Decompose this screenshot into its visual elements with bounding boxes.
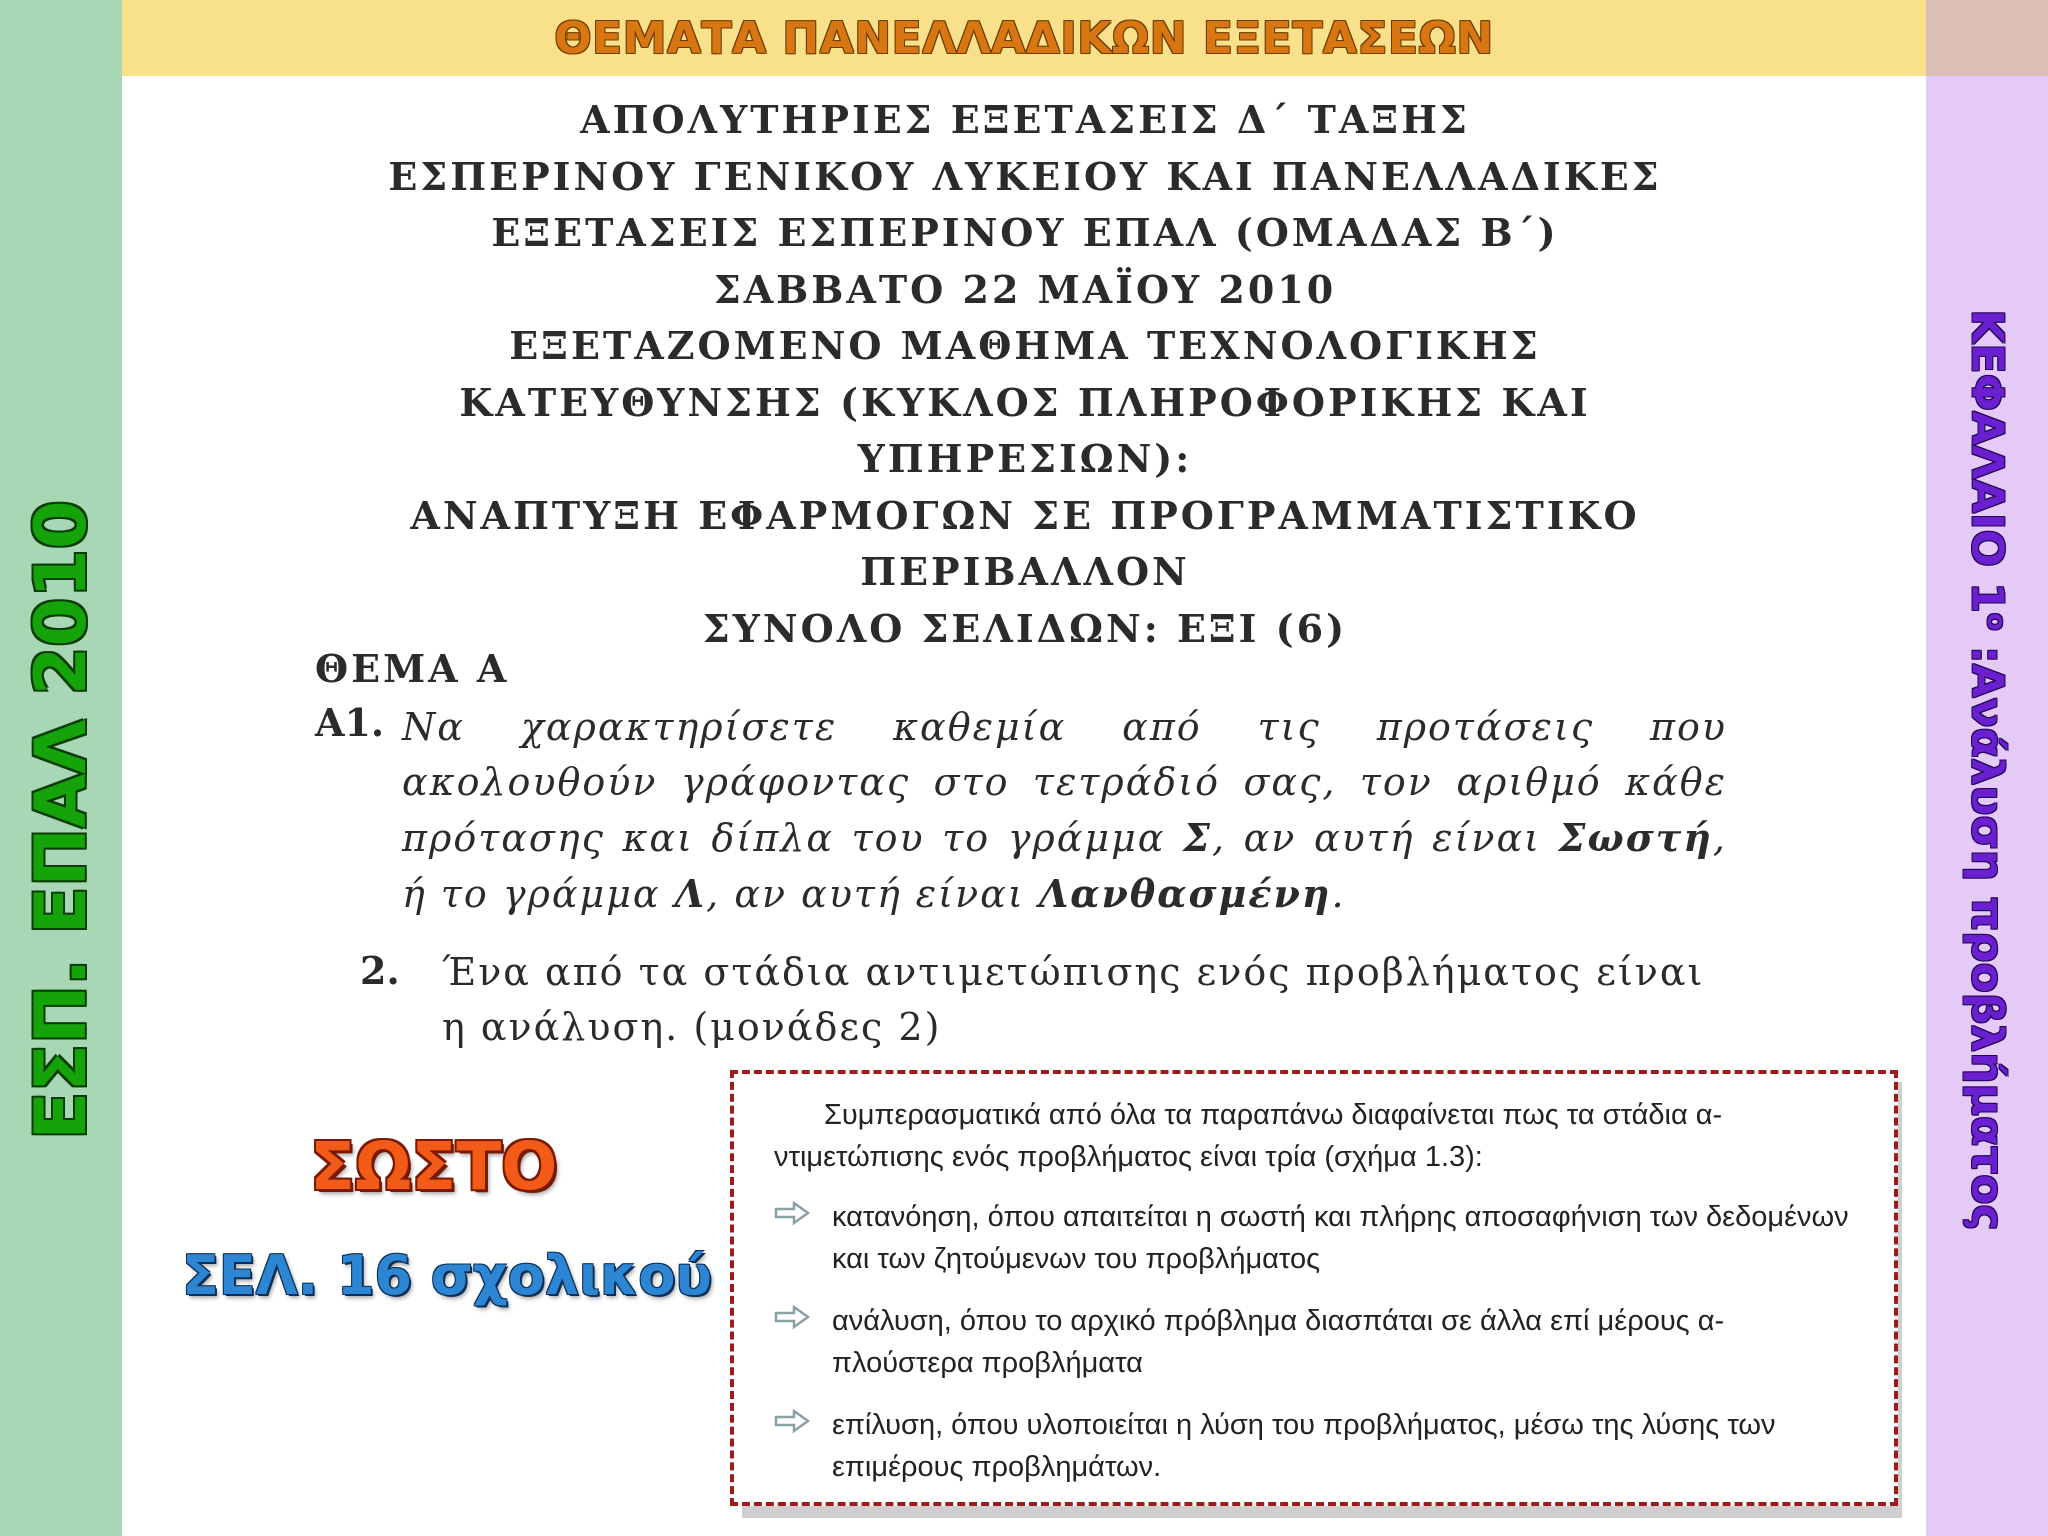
arrow-right-icon	[774, 1200, 810, 1226]
arrow-right-icon	[774, 1408, 810, 1434]
a1-sigma: Σ	[1183, 815, 1212, 860]
section-heading: ΘΕΜΑ Α	[315, 646, 510, 691]
a1-text-part: , αν αυτή είναι	[706, 872, 1039, 916]
a1-text-part: .	[1331, 872, 1346, 916]
top-left-corner	[0, 0, 122, 76]
list-item-text: ανάλυση, όπου το αρχικό πρόβλημα διασπάται σε άλλα επί μέρους α-πλούστερα προβλήματα	[832, 1305, 1725, 1379]
a1-correct-word: Σωστή	[1558, 815, 1713, 860]
arrow-right-icon	[774, 1304, 810, 1330]
question-2-text: Ένα από τα στάδια αντιμετώπισης ενός προβλήματος είναι η ανάλυση. (μονάδες 2)	[442, 950, 1705, 1049]
excerpt-intro: Συμπερασματικά από όλα τα παραπάνω διαφαίνεται πως τα στάδια α-ντιμετώπισης ενός προβλήματος είναι τρία (σχήμα 1.3):	[774, 1099, 1723, 1173]
banner-title: ΘΕΜΑΤΑ ΠΑΝΕΛΛΑΔΙΚΩΝ ΕΞΕΤΑΣΕΩΝ	[554, 12, 1494, 64]
exam-header-line: ΕΞΕΤΑΣΕΙΣ ΕΣΠΕΡΙΝΟΥ ΕΠΑΛ (ΟΜΑΔΑΣ Β΄)	[491, 210, 1559, 255]
a1-text-part: Να χαρακτηρίσετε καθεμία από τις προτάσεις που ακολουθούν γράφοντας στο τετράδιό σας, τον αριθμό κάθε πρότασης και δίπλα του το γράμμα	[402, 705, 1727, 860]
exam-header	[300, 92, 1750, 657]
exam-header-line: ΑΠΟΛΥΤΗΡΙΕΣ ΕΞΕΤΑΣΕΙΣ Δ΄ ΤΑΞΗΣ	[580, 97, 1470, 142]
exam-header-line: ΣΥΝΟΛΟ ΣΕΛΙΔΩΝ: ΕΞΙ (6)	[702, 605, 1348, 651]
a1-lambda: Λ	[674, 871, 707, 916]
a1-wrong-word: Λανθασμένη	[1038, 871, 1332, 916]
question-2-number: 2.	[360, 948, 400, 993]
exam-header-line: ΕΞΕΤΑΖΟΜΕΝΟ ΜΑΘΗΜΑ ΤΕΧΝΟΛΟΓΙΚΗΣ	[509, 323, 1541, 368]
exam-header-line: ΥΠΗΡΕΣΙΩΝ):	[857, 436, 1193, 481]
left-sidebar-label: ΕΣΠ. ΕΠΑΛ 2010	[20, 500, 102, 1140]
textbook-page-reference: ΣΕΛ. 16 σχολικού	[182, 1244, 712, 1307]
textbook-excerpt	[730, 1070, 1898, 1506]
exam-header-line: ΣΑΒΒΑΤΟ 22 ΜΑΪΟΥ 2010	[713, 266, 1337, 312]
top-right-corner	[1926, 0, 2048, 76]
list-item-text: επίλυση, όπου υλοποιείται η λύση του προβλήματος, μέσω της λύσης των επιμέρους προβλημάτων.	[832, 1409, 1776, 1483]
chapter-prefix: ΚΕΦΑΛΑΙΟ 1	[1961, 309, 2013, 613]
answer-label: ΣΩΣΤΟ	[310, 1128, 558, 1205]
exam-header-line: ΕΣΠΕΡΙΝΟΥ ΓΕΝΙΚΟΥ ΛΥΚΕΙΟΥ ΚΑΙ ΠΑΝΕΛΛΑΔΙΚΕΣ	[388, 153, 1662, 199]
exam-header-line: ΠΕΡΙΒΑΛΛΟΝ	[860, 549, 1190, 594]
chapter-ordinal: ο	[1981, 612, 2012, 631]
right-sidebar-label	[1962, 309, 2013, 1230]
list-item-text: κατανόηση, όπου απαιτείται η σωστή και πλήρης αποσαφήνιση των δεδομένων και των ζητούμενων του προβλήματος	[832, 1201, 1849, 1275]
a1-text-part: , αν αυτή είναι	[1211, 816, 1559, 860]
question-a1-label: Α1.	[315, 700, 385, 745]
exam-header-line: ΑΝΑΠΤΥΞΗ ΕΦΑΡΜΟΓΩΝ ΣΕ ΠΡΟΓΡΑΜΜΑΤΙΣΤΙΚΟ	[410, 492, 1640, 538]
exam-header-line: ΚΑΤΕΥΘΥΝΣΗΣ (ΚΥΚΛΟΣ ΠΛΗΡΟΦΟΡΙΚΗΣ ΚΑΙ	[459, 379, 1591, 425]
chapter-title: :Ανάλυση προβλήματος	[1961, 630, 2013, 1231]
question-a1-instructions	[402, 700, 1727, 922]
a1-text-part: , ή το γράμμα	[402, 816, 1728, 916]
